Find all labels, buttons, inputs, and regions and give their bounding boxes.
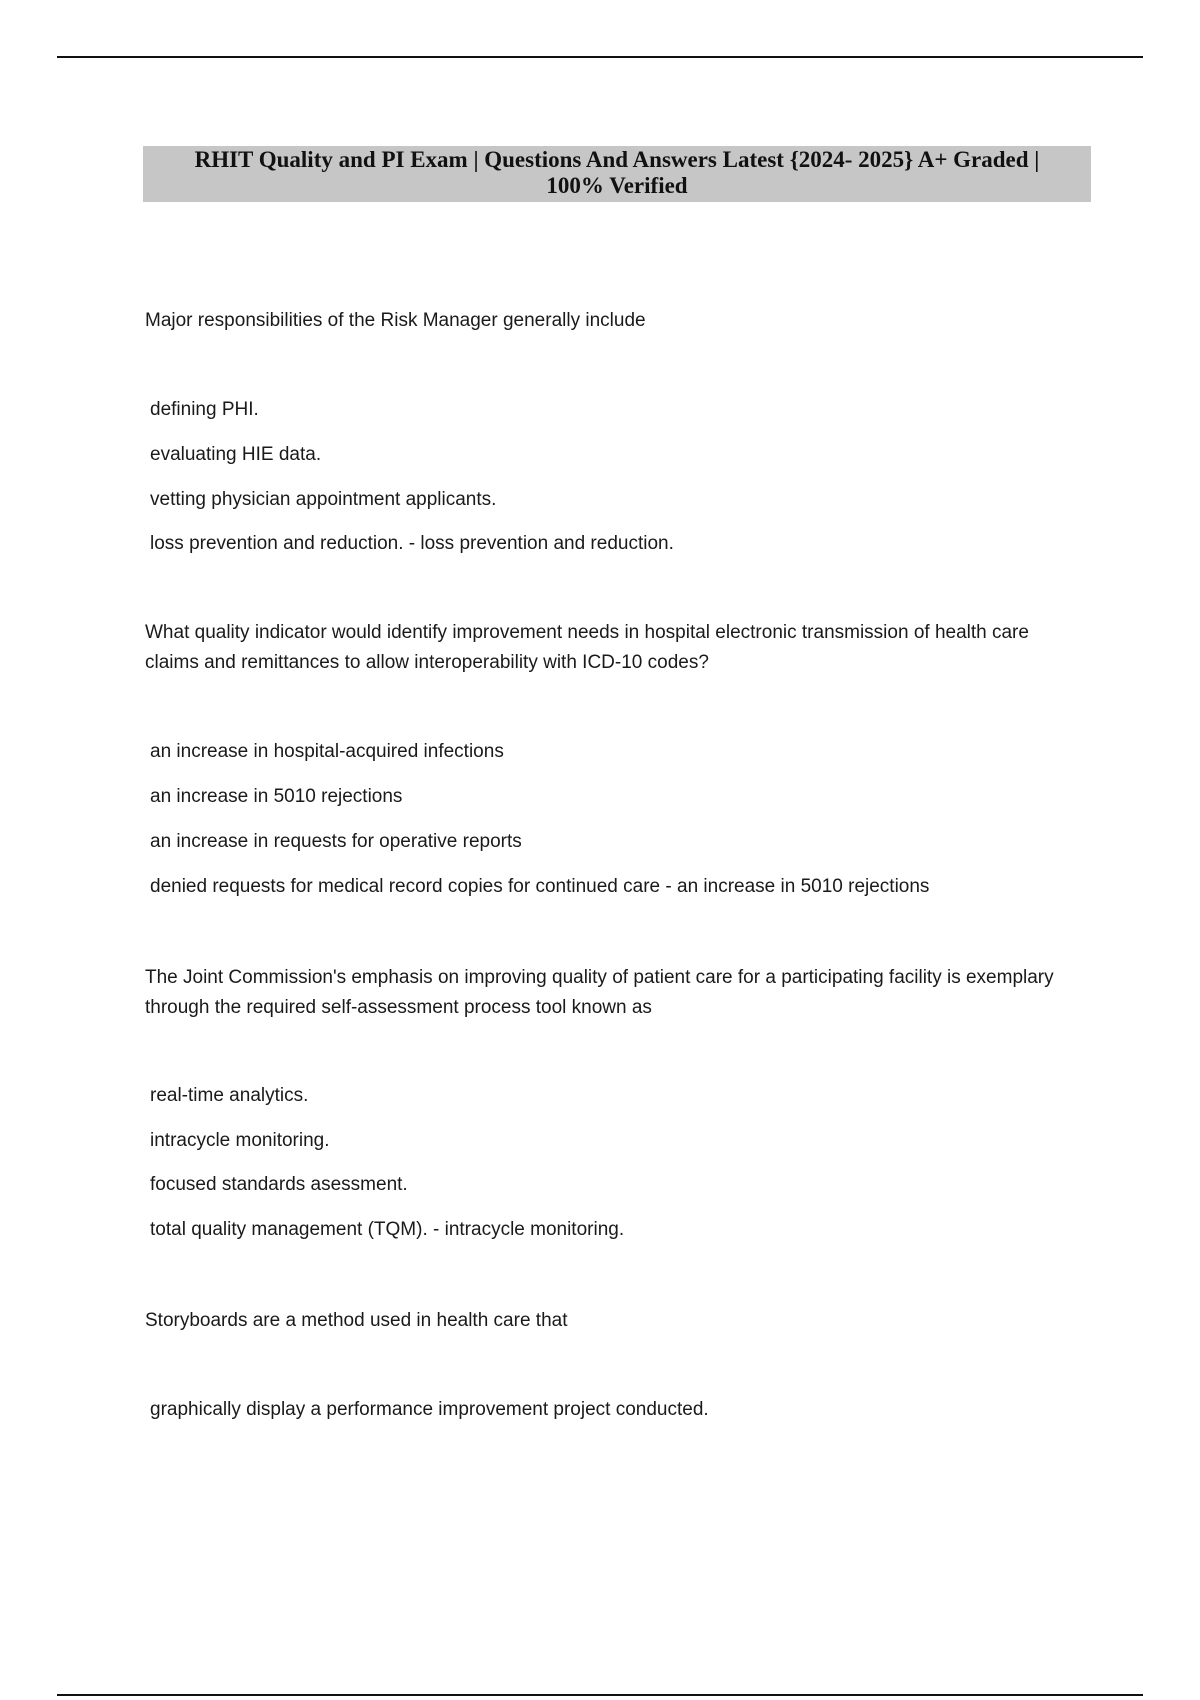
top-rule [57, 56, 1143, 58]
question-1-option-3: vetting physician appointment applicants. [150, 489, 497, 510]
question-3-option-1: real-time analytics. [150, 1085, 309, 1106]
question-1-option-4: loss prevention and reduction. - loss prevention and reduction. [150, 533, 674, 554]
question-2-option-4: denied requests for medical record copies for continued care - an increase in 5010 rejections [150, 876, 930, 897]
bottom-rule [57, 1694, 1143, 1696]
question-3-option-2: intracycle monitoring. [150, 1130, 330, 1151]
question-2: What quality indicator would identify improvement needs in hospital electronic transmission of health care claims and remittances to allow interoperability with ICD-10 codes? [145, 622, 1029, 673]
title-line-2: 100% Verified [546, 173, 688, 198]
question-1-option-1: defining PHI. [150, 399, 259, 420]
question-1: Major responsibilities of the Risk Manager generally include [145, 310, 646, 331]
question-3-option-3: focused standards asessment. [150, 1174, 408, 1195]
question-2-option-1: an increase in hospital-acquired infections [150, 741, 504, 762]
title-line-1: RHIT Quality and PI Exam | Questions And Answers Latest {2024- 2025} A+ Graded | [194, 147, 1040, 172]
question-4-option-1: graphically display a performance improvement project conducted. [150, 1399, 709, 1420]
question-3-option-4: total quality management (TQM). - intracycle monitoring. [150, 1219, 625, 1240]
question-2-option-2: an increase in 5010 rejections [150, 786, 403, 807]
question-4: Storyboards are a method used in health care that [145, 1310, 568, 1331]
question-2-option-3: an increase in requests for operative reports [150, 831, 522, 852]
question-3: The Joint Commission's emphasis on improving quality of patient care for a participating facility is exemplary through the required self-assessment process tool known as [145, 967, 1054, 1018]
document-title [143, 146, 1091, 202]
question-1-option-2: evaluating HIE data. [150, 444, 322, 465]
